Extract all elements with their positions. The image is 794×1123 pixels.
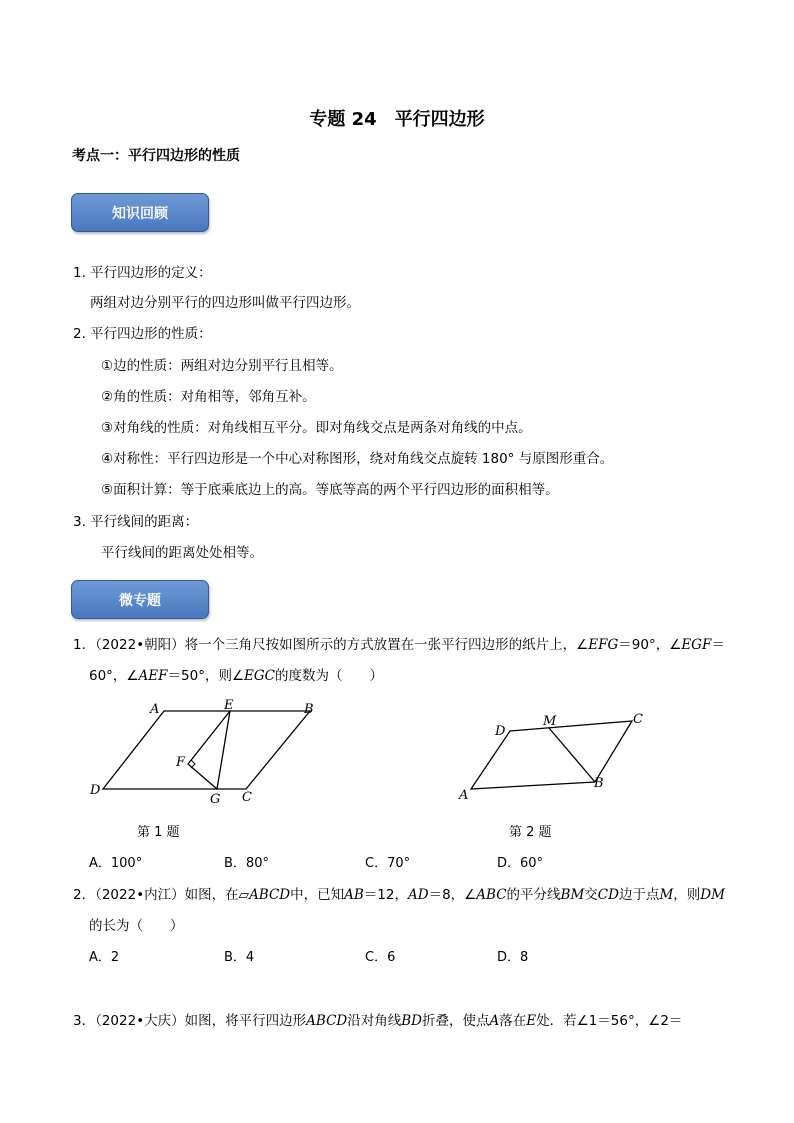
- review-tag: [71, 193, 209, 232]
- text: 交: [584, 887, 598, 903]
- text: 沿对角线: [347, 1013, 402, 1029]
- text: ＝50°，则∠: [167, 668, 245, 684]
- question-number: 3．: [73, 1013, 96, 1029]
- text: 60°，∠: [89, 668, 139, 684]
- text: 将一个三角尺按如图所示的方式放置在一张平行四边形的纸片上，∠: [184, 637, 589, 653]
- question-2-line-2: 的长为（ ）: [89, 918, 184, 934]
- question-number: 1．: [73, 637, 96, 653]
- question-1-line-1: [73, 633, 725, 653]
- var: A: [489, 1013, 500, 1029]
- text: ＝: [711, 637, 725, 653]
- figure-1: [80, 693, 340, 813]
- text: 处．若∠1＝56°，∠2＝: [536, 1013, 683, 1029]
- distance-body: 平行线间的距离处处相等。: [101, 545, 263, 561]
- q2-option-c: C．6: [365, 950, 396, 965]
- text: 如图，在▱: [184, 887, 250, 903]
- text: ＝8，∠: [428, 887, 477, 903]
- var: M: [659, 887, 674, 903]
- var: BD: [401, 1013, 422, 1029]
- property-sides: ①边的性质：两组对边分别平行且相等。: [101, 358, 343, 374]
- distance-heading: 3. 平行线间的距离：: [73, 514, 199, 530]
- text: 落在: [499, 1013, 527, 1029]
- properties-heading: 2. 平行四边形的性质：: [73, 326, 212, 342]
- question-number: 2．: [73, 887, 96, 903]
- q2-option-b: B．4: [224, 950, 255, 965]
- label-A: A: [150, 702, 160, 717]
- text: ＝12，: [363, 887, 408, 903]
- question-1-line-2: [89, 664, 383, 684]
- figure-2: [450, 708, 660, 808]
- text: ，则: [673, 887, 701, 903]
- question-source: （2022•朝阳）: [95, 637, 185, 653]
- var: EGF: [681, 637, 712, 653]
- text: ＝90°，∠: [618, 637, 682, 653]
- question-2-line-1: [73, 883, 725, 903]
- review-tag-label: 知识回顾: [112, 205, 168, 222]
- question-3-line-1: [73, 1009, 682, 1029]
- var: E: [526, 1013, 537, 1029]
- label-G: G: [210, 792, 221, 807]
- topic-tag-label: 微专题: [119, 592, 161, 609]
- page-title: 专题 24 平行四边形: [309, 109, 485, 130]
- var: AB: [344, 887, 364, 903]
- var: ABCD: [306, 1013, 348, 1029]
- label-F: F: [176, 755, 186, 770]
- property-angles: ②角的性质：对角相等，邻角互补。: [101, 389, 316, 405]
- var: BM: [560, 887, 585, 903]
- definition-body: 两组对边分别平行的四边形叫做平行四边形。: [90, 295, 360, 311]
- figure-1-caption: 第 1 题: [137, 825, 180, 840]
- label-B: B: [594, 776, 604, 791]
- q2-option-d: D．8: [497, 950, 529, 965]
- segment-eg: [217, 711, 230, 789]
- segment-bm: [549, 728, 595, 782]
- var: ABC: [476, 887, 507, 903]
- figure-2-caption: 第 2 题: [509, 825, 552, 840]
- label-C: C: [242, 790, 252, 805]
- section-heading: 考点一：平行四边形的性质: [72, 148, 240, 164]
- question-source: （2022•大庆）: [95, 1013, 185, 1029]
- text: 的平分线: [506, 887, 561, 903]
- property-diagonals: ③对角线的性质：对角线相互平分。即对角线交点是两条对角线的中点。: [101, 420, 532, 436]
- text: 边于点: [618, 887, 660, 903]
- var: AEF: [138, 668, 168, 684]
- label-M: M: [543, 714, 557, 729]
- text: 如图，将平行四边形: [184, 1013, 307, 1029]
- q1-option-b: B．80°: [224, 856, 269, 871]
- label-C: C: [633, 712, 643, 727]
- var: DM: [700, 887, 725, 903]
- question-source: （2022•内江）: [95, 887, 185, 903]
- var: ABCD: [249, 887, 291, 903]
- text: 折叠，使点: [422, 1013, 490, 1029]
- label-B: B: [304, 702, 314, 717]
- label-D: D: [495, 724, 506, 739]
- property-symmetry: ④对称性：平行四边形是一个中心对称图形，绕对角线交点旋转 180° 与原图形重合。: [101, 451, 614, 467]
- topic-tag: [71, 580, 209, 619]
- parallelogram-abcd: [103, 711, 310, 789]
- definition-heading: 1. 平行四边形的定义：: [73, 265, 212, 281]
- q1-option-d: D．60°: [497, 856, 544, 871]
- right-angle-mark: [191, 760, 195, 768]
- q1-option-a: A．100°: [89, 856, 143, 871]
- property-area: ⑤面积计算：等于底乘底边上的高。等底等高的两个平行四边形的面积相等。: [101, 482, 559, 498]
- label-D: D: [90, 783, 101, 798]
- text: 的度数为（ ）: [275, 668, 384, 684]
- var: CD: [597, 887, 619, 903]
- label-E: E: [224, 698, 234, 713]
- var: AD: [408, 887, 429, 903]
- var: EFG: [588, 637, 619, 653]
- text: 中，已知: [290, 887, 345, 903]
- q1-option-c: C．70°: [365, 856, 411, 871]
- q2-option-a: A．2: [89, 950, 120, 965]
- var: EGC: [244, 668, 276, 684]
- label-A: A: [459, 788, 469, 803]
